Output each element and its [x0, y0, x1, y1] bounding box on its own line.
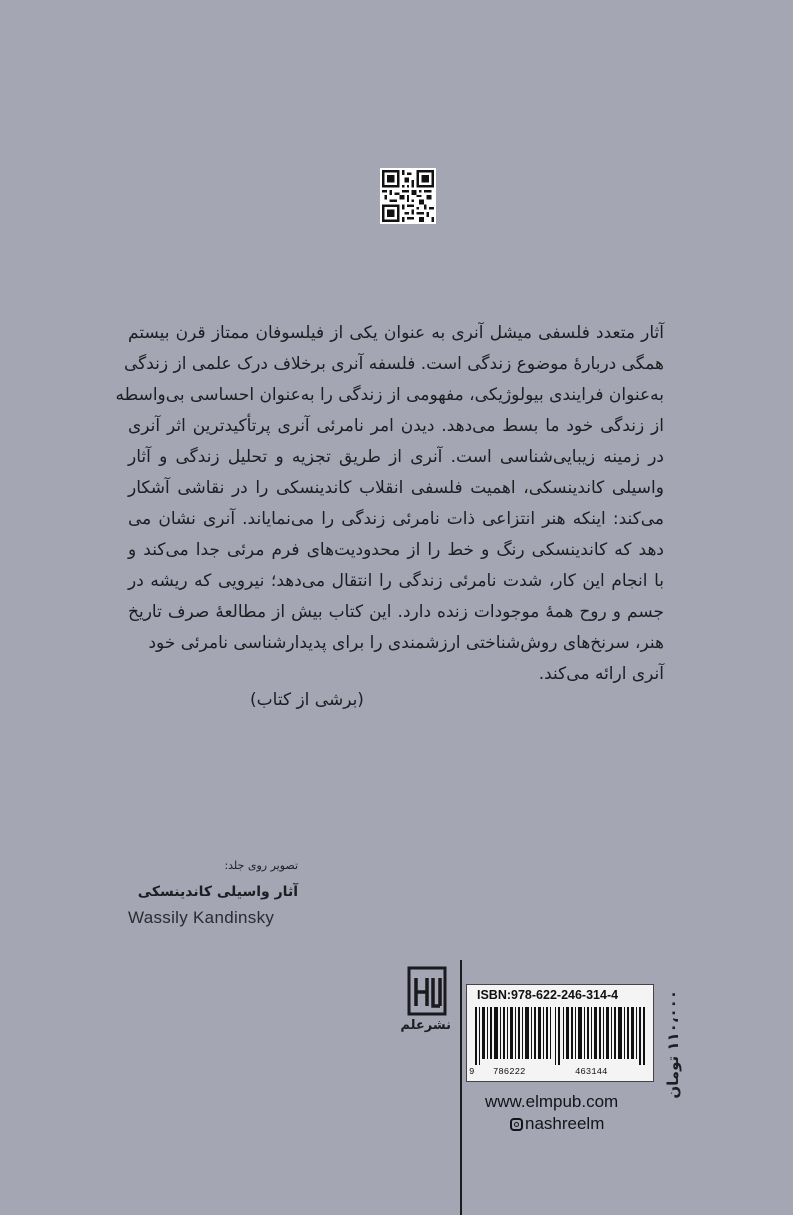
blurb-line: به‌عنوان فرایندی بیولوژیکی، مفهومی از زندگی را به‌عنوان احساسی بی‌واسطه — [115, 385, 664, 405]
blurb-line: هنر، سرنخ‌های روش‌شناختی ارزشمندی را برای پدیدارشناسی نامرئی خود — [148, 633, 664, 653]
publisher-instagram[interactable] — [510, 1114, 604, 1134]
cover-credit — [128, 858, 298, 928]
price: ۱۱۰،۰۰۰ تومان — [664, 990, 682, 1099]
blurb-line: از زندگی خود ما بسط می‌دهد. دیدن امر نامرئی آنری پرتأکیدترین اثر آنری — [128, 416, 664, 436]
blurb-final-row — [128, 659, 664, 690]
publisher-logo — [400, 966, 451, 1046]
back-cover-blurb — [115, 318, 664, 690]
blurb-last-line: آنری ارائه می‌کند. — [538, 664, 664, 684]
blurb-line-with-source — [128, 628, 664, 659]
isbn-number: ISBN:978-622-246-314-4 — [477, 988, 619, 1002]
cover-artist-persian: آثار واسیلی کاندینسکی — [137, 884, 298, 900]
vertical-divider — [460, 960, 462, 1215]
qr-code[interactable] — [380, 168, 436, 224]
blurb-line: واسیلی کاندینسکی، اهمیت فلسفی انقلاب کاندینسکی را در نقاشی آشکار — [128, 478, 664, 498]
barcode-digits-right: 463144 — [575, 1067, 608, 1077]
instagram-icon — [510, 1118, 523, 1131]
excerpt-source: (برشی از کتاب) — [250, 690, 364, 710]
price-tag — [658, 990, 686, 1099]
instagram-handle: nashreelm — [525, 1114, 605, 1133]
blurb-line: می‌کند: اینکه هنر انتزاعی ذات نامرئی زندگی را می‌نمایاند. آنری نشان می — [128, 509, 664, 529]
barcode-icon — [475, 1007, 645, 1065]
blurb-line: همگی دربارهٔ موضوع زندگی است. فلسفه آنری برخلاف درک علمی از زندگی — [123, 354, 664, 374]
publisher-website[interactable]: www.elmpub.com — [485, 1092, 619, 1111]
barcode-digit-prefix: 9 — [469, 1067, 475, 1077]
blurb-line: با انجام این کار، شدت نامرئی زندگی را انتقال می‌دهد؛ نیرویی که ریشه در — [128, 571, 664, 591]
blurb-line: آثار متعدد فلسفی میشل آنری به عنوان یکی از فیلسوفان ممتاز قرن بیستم — [128, 323, 664, 343]
cover-artist-english: Wassily Kandinsky — [128, 908, 275, 927]
publisher-logo-icon — [407, 966, 447, 1016]
publisher-name: نشرعلم — [400, 1018, 451, 1033]
qr-code-icon — [382, 170, 434, 222]
blurb-line: جسم و روح همهٔ موجودات زنده دارد. این کتاب بیش از مطالعهٔ صرف تاریخ — [128, 602, 664, 622]
blurb-line: در زمینه زیبایی‌شناسی است. آنری از طریق تجزیه و تحلیل زندگی و آثار — [128, 447, 664, 467]
barcode-digits-left: 786222 — [493, 1067, 526, 1077]
cover-credit-label: تصویر روی جلد: — [224, 859, 298, 872]
blurb-line: دهد که کاندینسکی رنگ و خط را از محدودیت‌های فرم مرئی جدا می‌کند و — [128, 540, 664, 560]
isbn-barcode — [466, 984, 654, 1082]
